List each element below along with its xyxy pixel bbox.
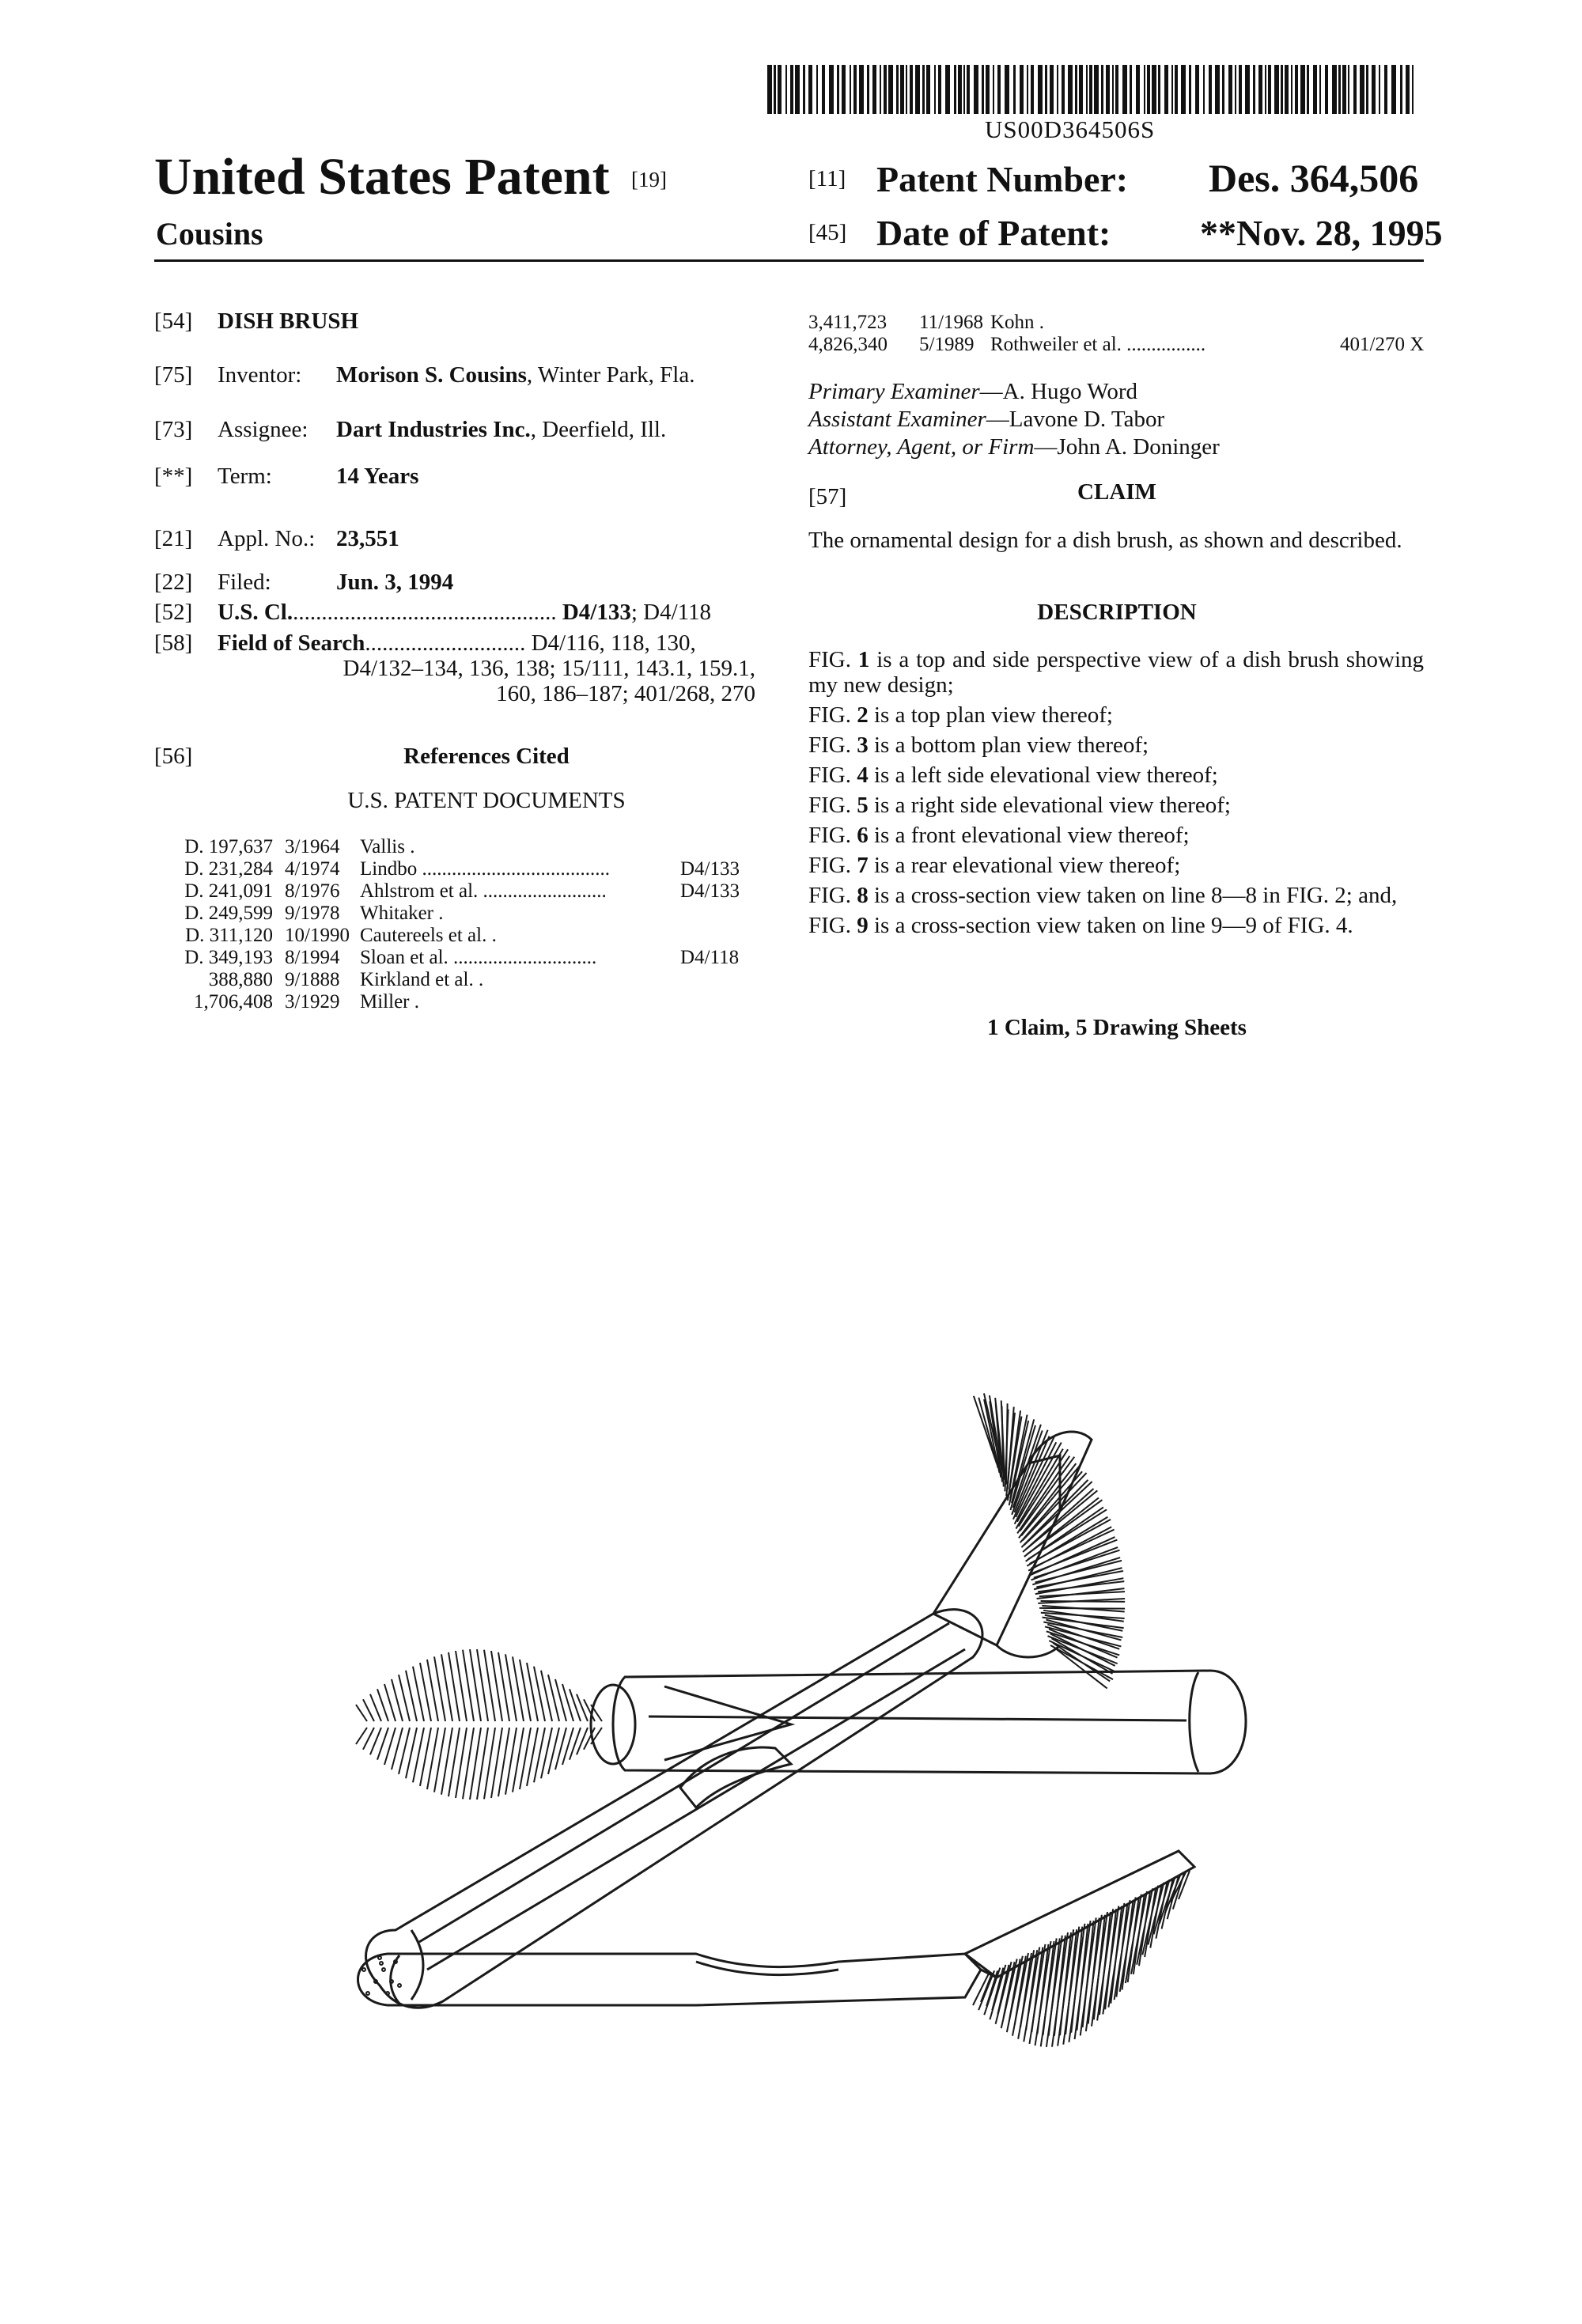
barcode-bar (853, 65, 857, 114)
left-references-list (154, 836, 771, 1013)
barcode-bar (1086, 65, 1088, 114)
fig-label: FIG. (808, 913, 857, 938)
field-75-code: [75] (154, 362, 193, 388)
fig-number: 9 (857, 913, 869, 938)
barcode-bar (986, 65, 990, 114)
barcode-bar (1106, 65, 1110, 114)
date-of-patent-label: Date of Patent: (876, 213, 1111, 253)
fig-label: FIG. (808, 883, 857, 908)
barcode-bar (1274, 65, 1279, 114)
inventor-label: Inventor: (218, 362, 302, 388)
date-of-patent-code: [45] (808, 220, 847, 245)
field-of-search-line2: D4/132–134, 136, 138; 15/111, 143.1, 159.1, (343, 656, 755, 681)
fig-description: is a cross-section view taken on line 8—8 in FIG. 2; and, (868, 883, 1398, 908)
barcode-bar (974, 65, 978, 114)
patent-number-code: [11] (808, 166, 846, 191)
fig-number: 1 (857, 647, 870, 672)
barcode-bar (1342, 65, 1346, 114)
assignee-label: Assignee: (218, 417, 308, 442)
reference-inventor: Rothweiler et al. (990, 334, 1122, 355)
appl-no-value: 23,551 (336, 526, 399, 551)
barcode-bar (1228, 65, 1232, 114)
fig-description: is a left side elevational view thereof; (868, 763, 1218, 788)
reference-inventor: Kirkland et al. . (360, 969, 484, 990)
barcode-bar (1101, 65, 1103, 114)
appl-no-label: Appl. No.: (218, 526, 316, 551)
field-56-code: [56] (154, 744, 193, 769)
reference-name (360, 836, 414, 858)
barcode-bar (1136, 65, 1140, 114)
barcode-bar (1268, 65, 1271, 114)
reference-inventor: Sloan et al. (360, 947, 448, 968)
reference-row (154, 858, 771, 880)
barcode-bar (1215, 65, 1220, 114)
barcode-bar (880, 65, 881, 114)
patent-number-value: Des. 364,506 (1209, 156, 1419, 200)
barcode-bar (1144, 65, 1145, 114)
field-22-code: [22] (154, 570, 193, 595)
barcode-bar (926, 65, 930, 114)
fig-description: is a rear elevational view thereof; (868, 853, 1181, 878)
fig-number: 7 (857, 853, 869, 878)
bristle-stroke (356, 1728, 367, 1744)
reference-row (154, 925, 771, 947)
inventor-value: Morison S. Cousins, Winter Park, Fla. (336, 362, 695, 388)
barcode-bar (1291, 65, 1292, 114)
barcode-bar (1057, 65, 1058, 114)
reference-name (360, 925, 497, 947)
assistant-examiner: Assistant Examiner—Lavone D. Tabor (808, 407, 1165, 432)
reference-name (360, 903, 444, 925)
barcode-bar (1300, 65, 1305, 114)
fig-number: 8 (857, 883, 869, 908)
reference-leader: ...................................... (417, 858, 610, 880)
barcode-bar (1239, 65, 1242, 114)
reference-date: 10/1990 (285, 925, 350, 946)
description-item (808, 647, 1424, 698)
barcode-bar (872, 65, 876, 114)
barcode-bar (1089, 65, 1092, 114)
barcode-bar (982, 65, 984, 114)
term-label: Term: (218, 464, 272, 489)
reference-number: 4,826,340 (808, 334, 888, 355)
reference-name (360, 947, 596, 969)
us-class-line: U.S. Cl............................................... D4/133; D4/118 (218, 600, 712, 625)
bottom-plan-view-drawing (332, 1843, 1266, 2215)
reference-inventor: Ahlstrom et al. (360, 880, 479, 902)
references-cited-heading: References Cited (403, 744, 570, 769)
reference-number: D. 349,193 (184, 947, 273, 968)
barcode-bar (1384, 65, 1387, 114)
fig-number: 4 (857, 763, 869, 788)
barcode-bar (1005, 65, 1009, 114)
barcode-bar (1189, 65, 1191, 114)
barcode-bar (1222, 65, 1224, 114)
fig-label: FIG. (808, 647, 858, 672)
barcode-bar (842, 65, 846, 114)
barcode-bar (1245, 65, 1250, 114)
barcode-bar (1235, 65, 1236, 114)
fig-label: FIG. (808, 732, 857, 758)
reference-row (154, 947, 771, 969)
barcode-bar (774, 65, 776, 114)
field-of-search-line1: Field of Search............................ D4/116, 118, 130, (218, 630, 696, 656)
barcode-bar (1338, 65, 1341, 114)
barcode-bar (915, 65, 920, 114)
description-item (808, 883, 1424, 908)
barcode-bar (808, 65, 812, 114)
reference-name (360, 858, 610, 880)
field-of-search-line3: 160, 186–187; 401/268, 270 (496, 681, 755, 706)
reference-row (154, 880, 771, 903)
barcode-bar (1325, 65, 1328, 114)
reference-class: D4/133 (680, 858, 740, 880)
reference-inventor: Whitaker . (360, 903, 444, 924)
claim-text: The ornamental design for a dish brush, as shown and described. (808, 528, 1402, 553)
reference-name (360, 880, 607, 903)
reference-number: D. 249,599 (184, 903, 273, 924)
brush-bristles (356, 1649, 602, 1800)
barcode-bar (803, 65, 805, 114)
barcode-bar (785, 65, 787, 114)
reference-leader: ......................... (478, 880, 607, 902)
barcode-bar (1372, 65, 1376, 114)
barcode-bar (790, 65, 793, 114)
fig-label: FIG. (808, 702, 857, 728)
barcode-bar (1348, 65, 1349, 114)
primary-examiner: Primary Examiner—A. Hugo Word (808, 379, 1137, 404)
barcode-bar (1027, 65, 1028, 114)
barcode-bar (1195, 65, 1199, 114)
fig-description: is a top plan view thereof; (868, 702, 1113, 728)
barcode-bar (954, 65, 956, 114)
barcode-bar (1031, 65, 1034, 114)
reference-name (360, 991, 419, 1013)
barcode-bar (1203, 65, 1205, 114)
barcode-bar (945, 65, 950, 114)
description-heading: DESCRIPTION (1037, 600, 1197, 625)
reference-number: D. 231,284 (184, 858, 273, 880)
right-references-list (808, 312, 1425, 356)
barcode-bar (1130, 65, 1132, 114)
barcode-bar (1112, 65, 1114, 114)
reference-date: 3/1964 (285, 836, 340, 857)
barcode-bar (1281, 65, 1283, 114)
barcode-bar (867, 65, 869, 114)
fig-description: is a bottom plan view thereof; (868, 732, 1149, 758)
description-item (808, 702, 1424, 728)
patent-number-label: Patent Number: (876, 159, 1129, 199)
field-57-code: [57] (808, 484, 847, 509)
bristle-stroke (570, 1728, 581, 1760)
endcap-stipple (362, 1962, 383, 1995)
fig-description: is a front elevational view thereof; (868, 823, 1190, 848)
barcode-bar (1038, 65, 1043, 114)
description-item (808, 763, 1424, 788)
fig-number: 5 (857, 793, 869, 818)
reference-row (154, 991, 771, 1013)
attorney-agent-firm: Attorney, Agent, or Firm—John A. Doninger (808, 434, 1220, 460)
fig-label: FIG. (808, 823, 857, 848)
barcode-bar (1391, 65, 1396, 114)
fig-label: FIG. (808, 763, 857, 788)
assignee-value: Dart Industries Inc., Deerfield, Ill. (336, 417, 667, 442)
barcode-bar (795, 65, 800, 114)
barcode-bar (1045, 65, 1047, 114)
fig-number: 6 (857, 823, 869, 848)
term-code: [**] (154, 464, 193, 489)
bristle-stroke (356, 1705, 367, 1721)
barcode-bar (1152, 65, 1156, 114)
description-item (808, 793, 1424, 818)
barcode-bar (1253, 65, 1255, 114)
us-patent-documents-heading: U.S. PATENT DOCUMENTS (347, 788, 626, 813)
reference-date: 11/1968 (919, 312, 984, 333)
inventor-surname: Cousins (156, 216, 263, 252)
reference-inventor: Kohn . (990, 312, 1045, 333)
description-item (808, 853, 1424, 878)
reference-date: 4/1974 (285, 858, 340, 880)
barcode-bar (1353, 65, 1357, 114)
barcode-bar (1068, 65, 1073, 114)
barcode-bar (829, 65, 834, 114)
description-item (808, 823, 1424, 848)
title-code: [19] (631, 168, 667, 191)
reference-row (808, 312, 1425, 334)
fig-label: FIG. (808, 853, 857, 878)
barcode-bar (859, 65, 864, 114)
barcode-bar (1379, 65, 1380, 114)
fig-number: 3 (857, 732, 869, 758)
barcode-bar (837, 65, 839, 114)
reference-inventor: Cautereels et al. . (360, 925, 497, 946)
reference-number: 1,706,408 (194, 991, 273, 1012)
barcode-bar (1332, 65, 1337, 114)
date-of-patent-value: **Nov. 28, 1995 (1200, 213, 1443, 253)
reference-name (360, 969, 483, 991)
description-item (808, 732, 1424, 758)
barcode-bar (1209, 65, 1212, 114)
barcode-bar (1360, 65, 1364, 114)
reference-row (154, 903, 771, 925)
reference-date: 9/1978 (285, 903, 340, 924)
handle-outline (613, 1671, 1246, 1773)
barcode-bar (1164, 65, 1168, 114)
barcode (767, 65, 1416, 114)
barcode-bar (1079, 65, 1083, 114)
field-58-code: [58] (154, 630, 193, 656)
filed-label: Filed: (218, 570, 271, 595)
barcode-bar (884, 65, 887, 114)
field-73-code: [73] (154, 417, 193, 442)
barcode-bar (1013, 65, 1016, 114)
reference-class: D4/133 (680, 880, 740, 902)
reference-number: D. 241,091 (184, 880, 273, 902)
fig-description: is a cross-section view taken on line 9—9 of FIG. 4. (868, 913, 1353, 938)
reference-inventor: Miller . (360, 991, 419, 1012)
barcode-bar (1406, 65, 1410, 114)
barcode-bar (938, 65, 941, 114)
reference-date: 5/1989 (919, 334, 975, 355)
bristle-stroke (577, 1694, 588, 1721)
barcode-bar (1400, 65, 1402, 114)
barcode-bar (896, 65, 899, 114)
barcode-bar (1265, 65, 1266, 114)
barcode-bar (1319, 65, 1321, 114)
barcode-bar (1147, 65, 1150, 114)
barcode-bar (1075, 65, 1077, 114)
barcode-bar (967, 65, 970, 114)
reference-date: 8/1994 (285, 947, 340, 968)
barcode-bars (767, 65, 1416, 114)
claim-heading: CLAIM (1077, 479, 1156, 505)
barcode-bar (822, 65, 825, 114)
reference-row (154, 969, 771, 991)
barcode-bar (767, 65, 772, 114)
barcode-bar (1062, 65, 1065, 114)
patent-office-title: United States Patent (154, 148, 610, 206)
field-21-code: [21] (154, 526, 193, 551)
barcode-bar (922, 65, 925, 114)
reference-name (990, 312, 1044, 334)
barcode-bar (910, 65, 913, 114)
term-value: 14 Years (336, 464, 419, 489)
reference-leader: ............................. (448, 947, 597, 968)
fig-number: 2 (857, 702, 869, 728)
header-rule (154, 259, 1424, 262)
field-54-code: [54] (154, 308, 193, 334)
reference-class: 401/270 X (1340, 334, 1425, 355)
bristle-stroke (562, 1728, 573, 1765)
claims-and-sheets: 1 Claim, 5 Drawing Sheets (987, 1015, 1247, 1040)
barcode-bar (963, 65, 965, 114)
reference-date: 9/1888 (285, 969, 340, 990)
reference-date: 8/1976 (285, 880, 340, 902)
description-list (808, 647, 1424, 943)
barcode-bar (816, 65, 818, 114)
barcode-bar (1285, 65, 1289, 114)
barcode-bar (1258, 65, 1262, 114)
barcode-bar (993, 65, 994, 114)
barcode-bar (1175, 65, 1178, 114)
reference-row (154, 836, 771, 858)
reference-leader: ................ (1121, 334, 1206, 355)
field-52-code: [52] (154, 600, 193, 625)
fig-label: FIG. (808, 793, 857, 818)
reference-name (990, 334, 1205, 356)
reference-number: D. 197,637 (184, 836, 273, 857)
top-plan-view-drawing (332, 1598, 1266, 1819)
barcode-bar (1122, 65, 1127, 114)
barcode-bar (1171, 65, 1173, 114)
reference-class: D4/118 (680, 947, 740, 968)
reference-number: D. 311,120 (185, 925, 273, 946)
barcode-bar (934, 65, 936, 114)
fig-description: is a top and side perspective view of a dish brush showing my new design; (808, 647, 1424, 698)
reference-number: 3,411,723 (808, 312, 888, 333)
barcode-bar (888, 65, 893, 114)
bristle-stroke (562, 1684, 573, 1721)
barcode-bar (1412, 65, 1414, 114)
barcode-bar (900, 65, 904, 114)
filed-value: Jun. 3, 1994 (336, 570, 454, 595)
title-of-invention: DISH BRUSH (218, 308, 359, 334)
barcode-bar (850, 65, 851, 114)
barcode-bar (1050, 65, 1054, 114)
reference-inventor: Vallis . (360, 836, 415, 857)
reference-number: 388,880 (208, 969, 273, 990)
fig-description: is a right side elevational view thereof; (868, 793, 1231, 818)
barcode-bar (1313, 65, 1317, 114)
barcode-bar (1295, 65, 1298, 114)
barcode-bar (1115, 65, 1118, 114)
barcode-bar (906, 65, 907, 114)
barcode-bar (997, 65, 1001, 114)
barcode-bar (1181, 65, 1186, 114)
reference-inventor: Lindbo (360, 858, 418, 880)
barcode-bar (1366, 65, 1368, 114)
barcode-bar (1094, 65, 1099, 114)
bristle-stroke (570, 1689, 581, 1721)
barcode-number: US00D364506S (985, 115, 1156, 143)
barcode-bar (1307, 65, 1309, 114)
barcode-bar (958, 65, 962, 114)
barcode-bar (778, 65, 782, 114)
reference-row (808, 334, 1425, 356)
handle-outline (358, 1954, 982, 2005)
bristle-stroke (577, 1728, 588, 1754)
reference-date: 3/1929 (285, 991, 340, 1012)
barcode-bar (1020, 65, 1024, 114)
barcode-bar (1158, 65, 1160, 114)
description-item (808, 913, 1424, 938)
